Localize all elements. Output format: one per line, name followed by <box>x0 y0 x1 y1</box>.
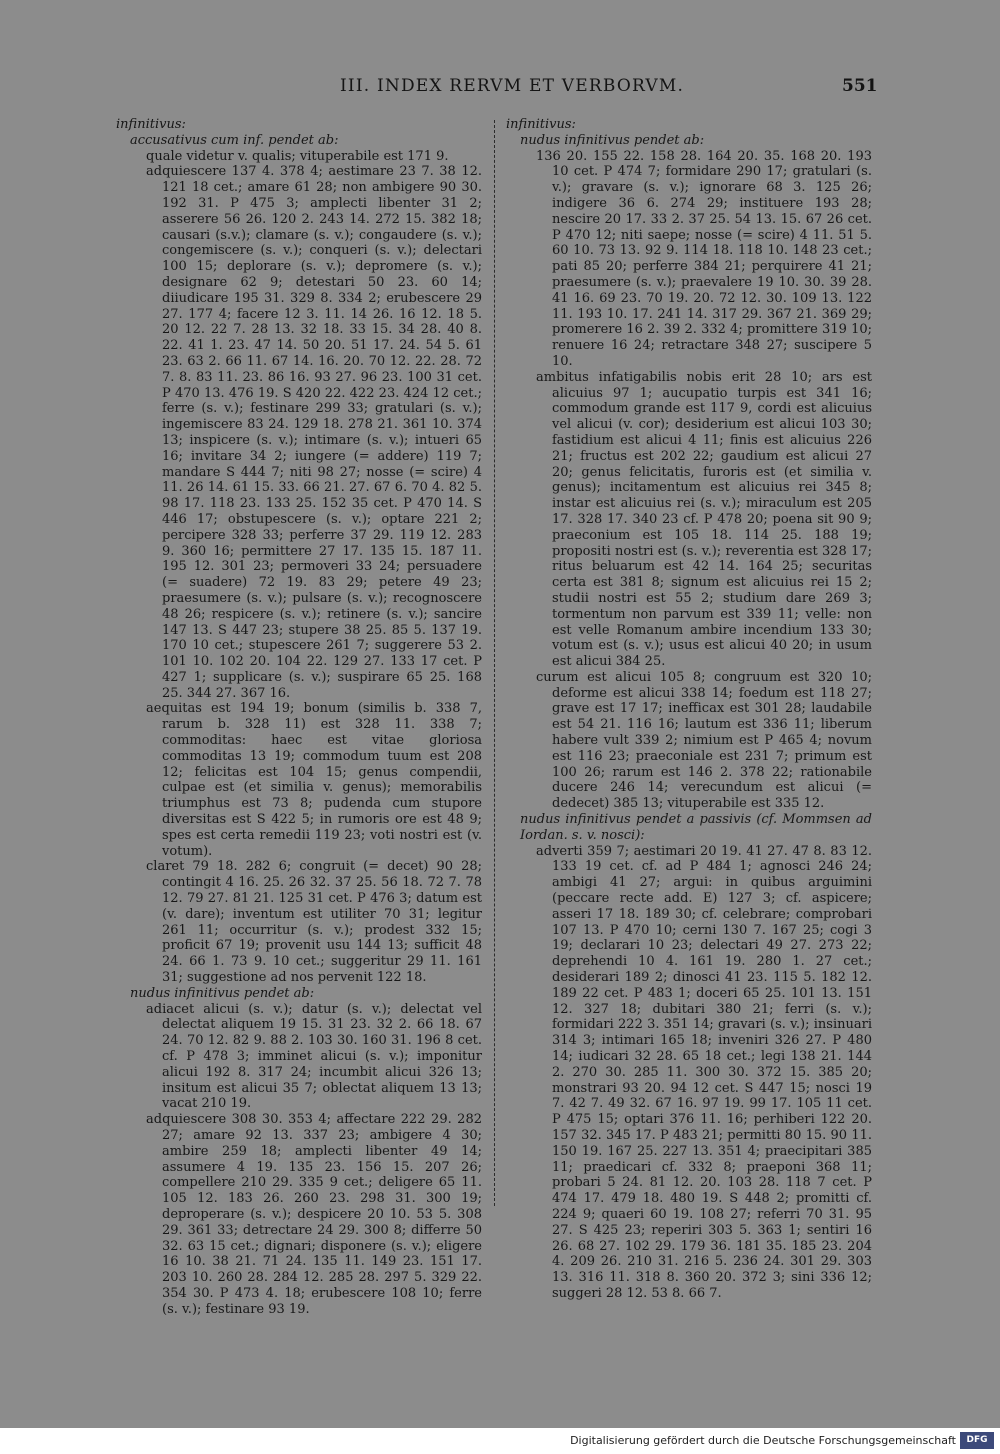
index-entry: aequitas est 194 19; bonum (similis b. 338 7, rarum b. 328 11) est 328 11. 338 7; commoditas: haec est vitae gloriosa commoditas 13 19; commodum tuum est 208 12; felicitas est 104 15; genus compendii, culpae est (et similia v. genus); memorabilis triumphus est 73 8; pudenda cum stupore diversitas est S 422 5; in rumoris ore est 48 9; spes est certa remedii 119 23; voti nostri est (v. votum). <box>146 701 482 859</box>
index-entry: ambitus infatigabilis nobis erit 28 10; ars est alicuius 97 1; aucupatio turpis est 341 16; commodum grande est 117 9, cordi est alicuius vel alicui (v. cor); desiderium est alicui 103 30; fastidium est alicui 4 11; finis est alicuius 226 21; fructus est 202 22; gaudium est alicui 27 20; genus felicitatis, furoris est (et similia v. genus); incitamentum est alicuius rei 345 8; instar est alicuius rei (s. v.); miraculum est 205 17. 328 17. 340 23 cf. P 478 20; poena sit 90 9; praeconium est 105 18. 114 25. 188 19; propositi nostri est (s. v.); reverentia est 328 17; ritus beluarum est 42 14. 164 25; securitas certa est 381 8; signum est alicuius rei 15 2; studii nostri est 55 2; studium dare 269 3; tormentum non parvum est 339 11; velle: non est velle Romanum ambire incendium 133 30; votum est (s. v.); usus est alicui 40 20; in usum est alicui 384 25. <box>536 369 872 670</box>
column-divider <box>494 120 495 1206</box>
index-subheading: nudus infinitivus pendet ab: <box>520 132 705 148</box>
index-entry: 136 20. 155 22. 158 28. 164 20. 35. 168 20. 193 10 cet. P 474 7; formidare 290 17; gratulari (s. v.); gravare (s. v.); ignorare 68 3. 125 26; indigere 36 6. 274 29; instituere 193 28; nescire 20 17. 33 2. 37 25. 54 13. 15. 67 26 cet. P 470 12; niti saepe; nosse (= scire) 4 11. 51 5. 60 10. 73 13. 92 9. 114 18. 118 10. 148 23 cet.; pati 85 20; perferre 384 21; perquirere 41 21; praesumere (s. v.); praevalere 19 10. 30. 39 28. 41 16. 69 23. 70 19. 20. 72 12. 30. 109 13. 122 11. 193 10. 17. 241 14. 317 29. 367 21. 369 29; promerere 16 2. 39 2. 332 4; promittere 319 10; renuere 16 24; retractare 348 27; suscipere 5 10. <box>536 148 872 369</box>
running-title: III. INDEX RERVM ET VERBORVM. <box>340 76 685 96</box>
right-column <box>506 117 872 1302</box>
index-entry: claret 79 18. 282 6; congruit (= decet) 90 28; contingit 4 16. 25. 26 32. 37 25. 56 18. 72 7. 78 12. 79 27. 81 21. 125 31 cet. P 476 3; datum est (v. dare); inventum est utiliter 70 31; legitur 261 11; occurritur (s. v.); prodest 332 15; proficit 67 19; provenit usu 144 13; sufficit 48 24. 66 1. 73 9. 10 cet.; suggeritur 29 11. 161 31; suggestione ad nos pervenit 122 18. <box>146 859 482 986</box>
index-entry: quale videtur v. qualis; vituperabile est 171 9. <box>146 148 449 164</box>
index-entry: curum est alicui 105 8; congruum est 320 10; deforme est alicui 338 14; foedum est 118 27; grave est 17 17; inefficax est 301 28; laudabile est 54 21. 116 16; lautum est 336 11; liberum habere vult 339 2; nimium est P 465 4; novum est 116 23; praeconiale est 231 7; primum est 100 26; rarum est 146 2. 378 22; rationabile ducere 246 14; verecundum est alicui (= dedecet) 385 13; vituperabile est 335 12. <box>536 669 872 812</box>
index-entry: adverti 359 7; aestimari 20 19. 41 27. 47 8. 83 12. 133 19 cet. cf. ad P 484 1; agnosci 246 24; ambigi 41 27; argui: in quibus arguimini (peccare recte add. E) 127 3; cf. aspicere; asseri 17 18. 189 30; cf. celebrare; comprobari 107 13. P 470 10; cerni 130 7. 167 25; cogi 3 19; declarari 10 23; delectari 49 27. 273 22; deprehendi 10 4. 161 19. 280 1. 27 cet.; desiderari 189 2; dinosci 41 23. 115 5. 182 12. 189 22 cet. P 483 1; doceri 65 25. 101 13. 151 12. 327 18; dubitari 380 21; ferri (s. v.); formidari 222 3. 351 14; gravari (s. v.); insinuari 314 3; intimari 165 18; inveniri 326 27. P 480 14; iudicari 32 28. 65 18 cet.; legi 138 21. 144 2. 270 30. 285 11. 300 30. 372 15. 385 20; monstrari 93 20. 94 12 cet. S 447 15; nosci 19 7. 42 7. 49 32. 67 16. 97 19. 99 17. 105 11 cet. P 475 15; optari 376 11. 16; perhiberi 122 20. 157 32. 345 17. P 483 21; permitti 80 15. 90 11. 150 19. 167 25. 227 13. 351 4; praecipitari 385 11; praedicari cf. 332 8; praeponi 368 11; probari 5 24. 81 12. 20. 103 28. 118 7 cet. P 474 17. 479 18. 480 19. S 448 2; promitti cf. 224 9; quaeri 60 19. 108 27; referri 70 31. 95 27. S 425 23; reperiri 303 5. 363 1; sentiri 16 26. 68 27. 102 29. 179 36. 181 35. 185 23. 204 4. 209 26. 210 31. 216 5. 236 24. 301 29. 303 13. 316 11. 318 8. 360 20. 372 3; sini 336 12; suggeri 28 12. 53 8. 66 7. <box>536 843 872 1301</box>
page-number: 551 <box>842 76 878 96</box>
index-entry: adquiescere 137 4. 378 4; aestimare 23 7. 38 12. 121 18 cet.; amare 61 28; non ambigere 90 30. 192 31. P 475 3; amplecti libenter 31 2; asserere 56 26. 120 2. 243 14. 272 15. 382 18; causari (s.v.); clamare (s. v.); congaudere (s. v.); congemiscere (s. v.); conqueri (s. v.); delectari 100 15; deplorare (s. v.); depromere (s. v.); designare 62 9; detestari 50 23. 60 14; diiudicare 195 31. 329 8. 334 2; erubescere 29 27. 177 4; facere 12 3. 11. 14 26. 16 12. 18 5. 20 12. 22 7. 28 13. 32 18. 33 15. 34 28. 40 8. 22. 41 1. 23. 47 14. 50 20. 51 17. 24. 54 5. 61 23. 63 2. 66 11. 67 14. 16. 20. 70 12. 22. 28. 72 7. 8. 83 11. 23. 86 16. 93 27. 96 23. 100 31 cet. P 470 13. 476 19. S 420 22. 422 23. 424 12 cet.; ferre (s. v.); festinare 299 33; gratulari (s. v.); ingemiscere 83 24. 129 18. 278 21. 361 10. 374 13; inspicere (s. v.); intimare (s. v.); intueri 65 16; invitare 34 2; iungere (= addere) 119 7; mandare S 444 7; niti 98 27; nosse (= scire) 4 11. 26 14. 61 15. 33. 66 21. 27. 67 6. 70 4. 82 5. 98 17. 118 23. 133 25. 152 35 cet. P 470 14. S 446 17; obstupescere (s. v.); optare 221 2; percipere 328 33; perferre 37 29. 119 12. 283 9. 360 16; permittere 27 17. 135 15. 187 11. 195 12. 301 23; permoveri 33 24; persuadere (= suadere) 72 19. 83 29; petere 49 23; praesumere (s. v.); pulsare (s. v.); recognoscere 48 26; respicere (s. v.); retinere (s. v.); sancire 147 13. S 447 23; stupere 38 25. 85 5. 137 19. 170 10 cet.; stupescere 261 7; suggerere 53 2. 101 10. 102 20. 104 22. 129 27. 133 17 cet. P 427 1; supplicare (s. v.); suspirare 65 25. 168 25. 344 27. 367 16. <box>146 164 482 701</box>
left-column <box>116 117 482 1318</box>
index-subheading: accusativus cum inf. pendet ab: <box>130 132 339 148</box>
index-heading: infinitivus: <box>506 117 576 132</box>
index-entry: adiacet alicui (s. v.); datur (s. v.); delectat vel delectat aliquem 19 15. 31 23. 32 2. 66 18. 67 24. 70 12. 82 9. 88 2. 103 30. 160 31. 196 8 cet. cf. P 478 3; imminet alicui (s. v.); imponitur alicui 192 8. 317 24; incumbit alicui 326 13; insitum est alicui 35 7; oblectat aliquem 13 13; vacat 210 19. <box>146 1001 482 1112</box>
index-subheading: nudus infinitivus pendet ab: <box>130 985 315 1001</box>
running-header <box>0 74 1000 104</box>
footer-credit: Digitalisierung gefördert durch die Deutsche Forschungsgemeinschaft <box>570 1434 956 1447</box>
index-subheading: nudus infinitivus pendet a passivis (cf. Mommsen ad Iordan. s. v. nosci): <box>520 812 872 843</box>
footer-bar <box>0 1428 1000 1454</box>
dfg-logo: DFG <box>960 1432 994 1449</box>
index-entry: adquiescere 308 30. 353 4; affectare 222 29. 282 27; amare 92 13. 337 23; ambigere 4 30; ambire 259 18; amplecti libenter 49 14; assumere 4 19. 135 23. 156 15. 207 26; compellere 210 29. 335 9 cet.; deligere 65 11. 105 12. 183 26. 260 23. 298 31. 300 19; deproperare (s. v.); despicere 20 10. 53 5. 308 29. 361 33; detrectare 24 29. 300 8; differre 50 32. 63 15 cet.; dignari; disponere (s. v.); eligere 16 10. 38 21. 71 24. 135 11. 149 23. 151 17. 203 10. 260 28. 284 12. 285 28. 297 5. 329 22. 354 30. P 473 4. 18; erubescere 108 10; ferre (s. v.); festinare 93 19. <box>146 1112 482 1317</box>
index-heading: infinitivus: <box>116 117 186 132</box>
